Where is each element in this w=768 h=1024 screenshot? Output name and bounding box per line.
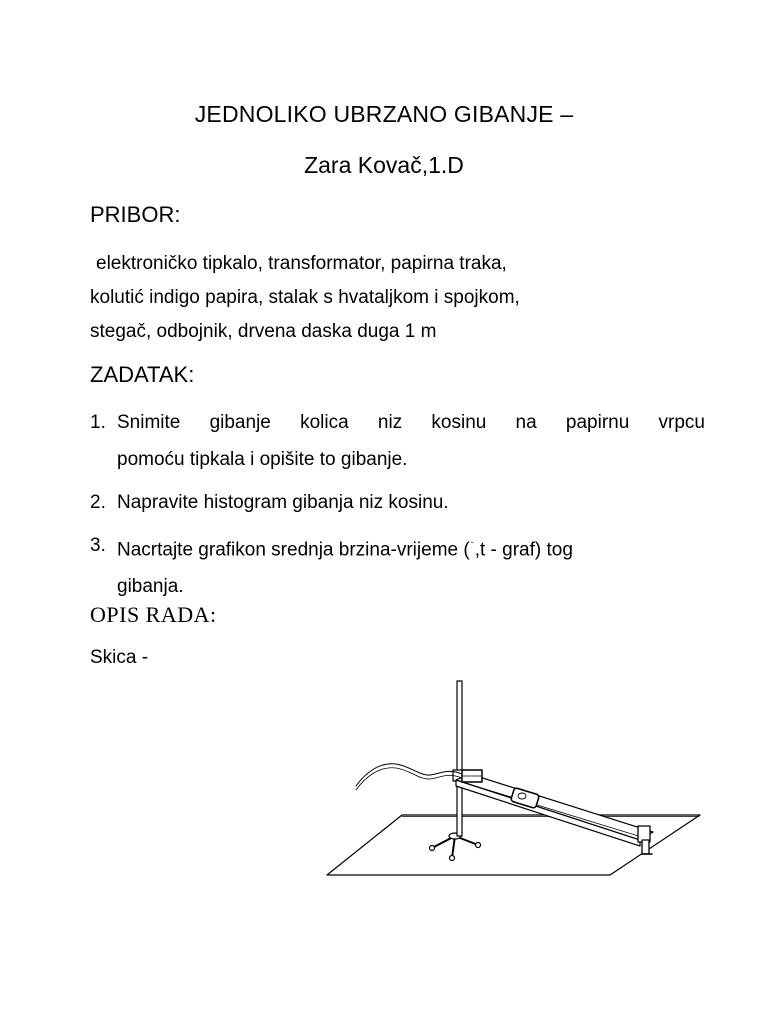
tasks-heading: ZADATAK: [90,362,195,387]
task-text-fragment: ,t - graf) tog [474,539,573,561]
mean-velocity-symbol: ˉ [470,540,474,550]
task-number: 1. [90,412,106,433]
equipment-heading: PRIBOR: [90,202,181,227]
task-list [90,404,705,611]
equipment-line: kolutić indigo papira, stalak s hvataljkom i spojkom, [90,287,520,308]
paper-tape [356,764,462,786]
stand-rod [457,681,462,836]
task-item [90,484,705,521]
author-line: Zara Kovač,1.D [304,152,464,178]
document-title: JEDNOLIKO UBRZANO GIBANJE – [194,101,574,127]
task-number: 2. [90,492,106,513]
inclined-plane-apparatus-icon [320,676,710,881]
description-heading: OPIS RADA: [90,602,217,627]
equipment-line: elektroničko tipkalo, transformator, papirna traka, [96,253,507,274]
task-item [90,527,705,605]
task-text: Napravite histogram gibanja niz kosinu. [117,492,449,513]
task-text-fragment: Nacrtajte grafikon srednja brzina-vrijeme ( [117,539,470,561]
task-text-line: pomoću tipkala i opišite to gibanje. [117,449,408,470]
task-text-line: gibanja. [117,576,184,598]
sketch-label: Skica - [90,647,149,668]
equipment-line: stegač, odbojnik, drvena daska duga 1 m [90,321,437,342]
task-number: 3. [90,535,106,556]
equipment-list [90,247,690,349]
task-text-line [117,527,705,568]
task-item [90,404,705,478]
task-text-line: Snimite gibanje kolica niz kosinu na papirnu vrpcu [117,412,705,433]
